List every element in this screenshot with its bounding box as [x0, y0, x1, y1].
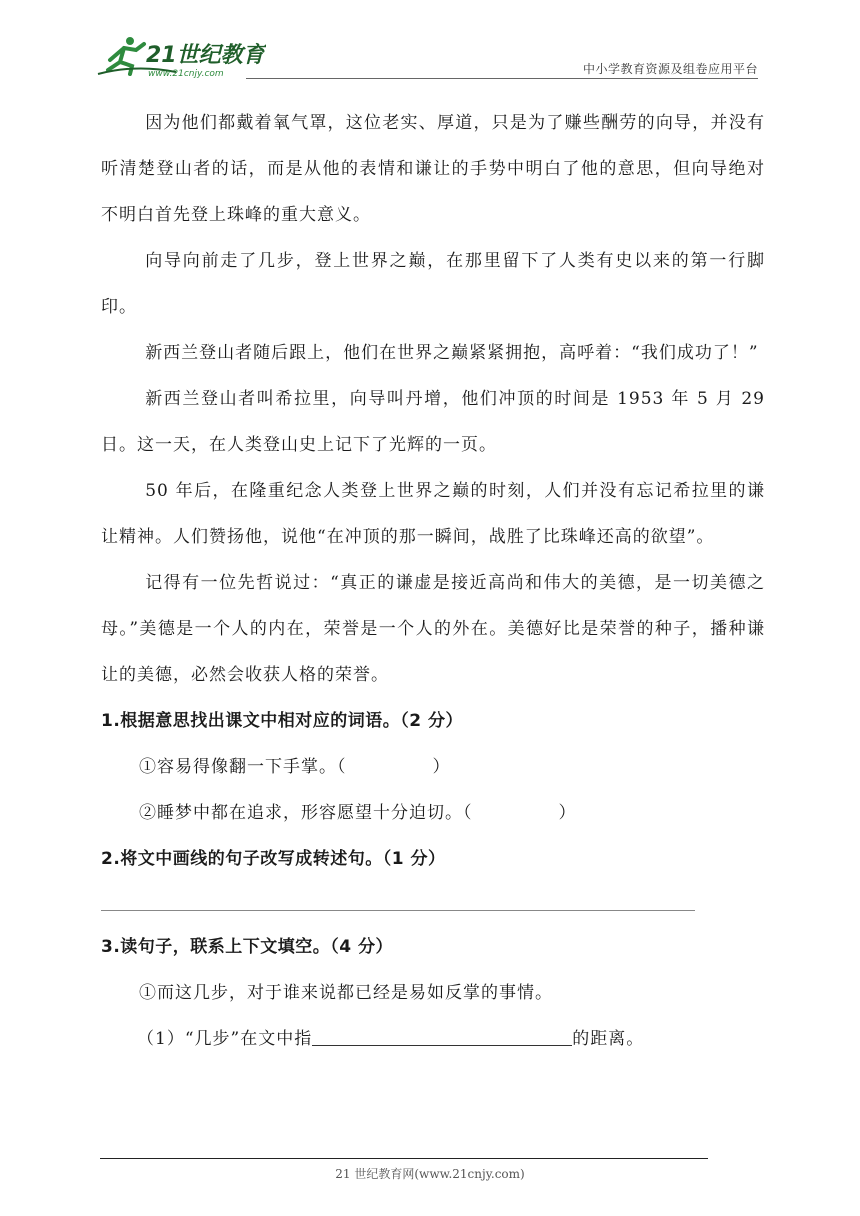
footer-divider	[100, 1158, 708, 1159]
item-text: ②睡梦中都在追求，形容愿望十分迫切。（	[139, 803, 473, 823]
paragraph: 新西兰登山者随后跟上，他们在世界之巅紧紧拥抱，高呼着：“我们成功了！”	[145, 343, 759, 363]
logo-text: 21世纪教育	[146, 43, 265, 68]
page-footer: 21 世纪教育网(www.21cnjy.com)	[335, 1167, 525, 1181]
paragraph: 50 年后，在隆重纪念人类登上世界之巅的时刻，人们并没有忘记希拉里的谦让精神。人们赞扬他，说他“在冲顶的那一瞬间，战胜了比珠峰还高的欲望”。	[101, 481, 765, 547]
close-paren: ）	[432, 757, 451, 777]
question-1-title: 1.根据意思找出课文中相对应的词语。（2 分）	[101, 711, 464, 731]
header-divider	[246, 78, 758, 79]
fill-blank[interactable]	[312, 1029, 572, 1046]
question-1-item-2	[101, 790, 765, 836]
question-3-sub-1	[101, 1016, 765, 1062]
sub-suffix: 的距离。	[572, 1029, 645, 1049]
paragraph: 新西兰登山者叫希拉里，向导叫丹增，他们冲顶的时间是 1953 年 5 月 29 日。这一天，在人类登山史上记下了光辉的一页。	[101, 389, 765, 455]
site-logo	[96, 34, 266, 78]
sub-prefix: （1）“几步”在文中指	[137, 1029, 313, 1049]
question-3-sentence: ①而这几步，对于谁来说都已经是易如反掌的事情。	[139, 983, 553, 1003]
answer-line[interactable]	[101, 882, 765, 924]
header-platform-text: 中小学教育资源及组卷应用平台	[582, 62, 758, 76]
logo-url: www.21cnjy.com	[148, 69, 224, 78]
page-header	[96, 30, 758, 80]
document-body	[101, 100, 765, 1062]
item-text: ①容易得像翻一下手掌。（	[139, 757, 347, 777]
paragraph: 记得有一位先哲说过：“真正的谦虚是接近高尚和伟大的美德，是一切美德之母。”美德是一个人的内在，荣誉是一个人的外在。美德好比是荣誉的种子，播种谦让的美德，必然会收获人格的荣誉。	[101, 573, 765, 685]
question-2-title: 2.将文中画线的句子改写成转述句。（1 分）	[101, 849, 446, 869]
question-3-title: 3.读句子，联系上下文填空。（4 分）	[101, 937, 394, 957]
paragraph: 因为他们都戴着氧气罩，这位老实、厚道，只是为了赚些酬劳的向导，并没有听清楚登山者的话，而是从他的表情和谦让的手势中明白了他的意思，但向导绝对不明白首先登上珠峰的重大意义。	[101, 113, 765, 225]
close-paren: ）	[558, 803, 577, 823]
paragraph: 向导向前走了几步，登上世界之巅，在那里留下了人类有史以来的第一行脚印。	[101, 251, 765, 317]
runner-logo-icon	[96, 34, 266, 78]
question-1-item-1	[101, 744, 765, 790]
